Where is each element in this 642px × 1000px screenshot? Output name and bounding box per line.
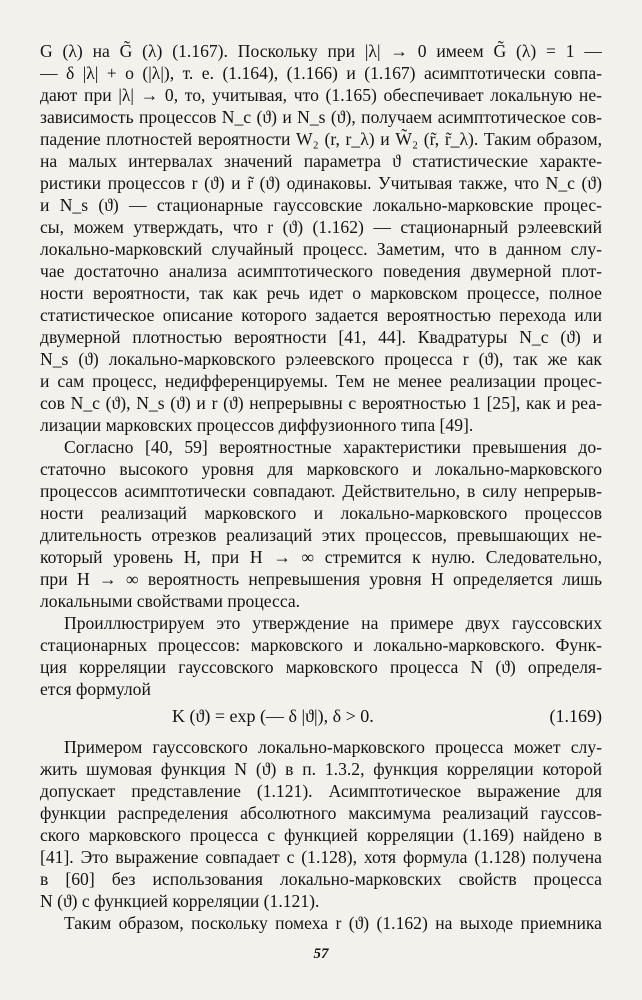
text-line: G (λ) на G̃ (λ) (1.167). Поскольку при |λ| → 0 имеем G̃ (λ) = 1 —	[40, 41, 602, 61]
text-line: чае достаточно анализа асимптотического поведения двумерной плот-	[40, 261, 602, 281]
text-line: ция корреляции гауссовского марковского процесса N (ϑ) определя-	[40, 657, 602, 677]
text-line: ется формулой	[40, 679, 151, 699]
text-line: и сам процесс, недифференцируемы. Тем не менее реализации процес-	[40, 371, 602, 391]
text-line: двумерной плотностью вероятности [41, 44]. Квадратуры N_c (ϑ) и	[40, 327, 602, 347]
text-line: в [60] без использования локально-марковских свойств процесса	[40, 869, 602, 889]
text-line: дают при |λ| → 0, то, учитывая, что (1.165) обеспечивает локальную не-	[40, 85, 602, 105]
text-line: N (ϑ) с функцией корреляции (1.121).	[40, 891, 320, 911]
page-number: 57	[313, 946, 329, 962]
text-line: который уровень H, при H → ∞ стремится к нулю. Следовательно,	[40, 547, 602, 567]
text-line: допускает представление (1.121). Асимптотическое выражение для	[40, 781, 602, 801]
text-line: Согласно [40, 59] вероятностные характеристики превышения до-	[64, 437, 602, 457]
text-line: сов N_c (ϑ), N_s (ϑ) и r (ϑ) непрерывны с вероятностью 1 [25], как и реа-	[40, 393, 602, 413]
text-line: и N_s (ϑ) — стационарные гауссовские локально-марковские процес-	[40, 195, 602, 215]
text-line: Проиллюстрируем это утверждение на примере двух гауссовских	[64, 613, 602, 633]
text-line: статистическое описание которого задается вероятностью перехода или	[40, 305, 602, 325]
text-line: Примером гауссовского локально-марковского процесса может слу-	[64, 737, 602, 757]
text-line: ского марковского процесса с функцией корреляции (1.169) найдено в	[40, 825, 602, 845]
text-line: локально-марковский случайный процесс. Заметим, что в данном слу-	[40, 239, 602, 259]
text-line: сы, можем утверждать, что r (ϑ) (1.162) — стационарный рэлеевский	[40, 217, 602, 237]
text-line: длительность отрезков реализаций этих процессов, превышающих не-	[40, 525, 602, 545]
text-line: процессов асимптотически совпадают. Действительно, в силу непрерыв-	[40, 481, 602, 501]
text-line: стационарных процессов: марковского и локально-марковского. Функ-	[40, 635, 602, 655]
text-line: лизации марковских процессов диффузионного типа [49].	[40, 415, 474, 435]
text-line: локальными свойствами процесса.	[40, 591, 301, 611]
text-line: при H → ∞ вероятность непревышения уровня H определяется лишь	[40, 569, 602, 589]
text-line: функции распределения абсолютного максимума реализаций гауссов-	[40, 803, 602, 823]
equation-number: (1.169)	[549, 706, 602, 726]
text-line: на малых интервалах значений параметра ϑ статистические характе-	[40, 151, 602, 171]
text-line: N_s (ϑ) локально-марковского рэлеевского процесса r (ϑ), так же как	[40, 349, 602, 369]
text-line: зависимость процессов N_c (ϑ) и N_s (ϑ), получаем асимптотическое сов-	[40, 107, 602, 127]
text-line: [41]. Это выражение совпадает с (1.128), хотя формула (1.128) получена	[40, 847, 602, 867]
text-line: ности вероятности, так как речь идет о марковском процессе, полное	[40, 283, 602, 303]
text-line: Таким образом, поскольку помеха r (ϑ) (1.162) на выходе приемника	[64, 913, 602, 933]
text-line: ристики процессов r (ϑ) и r̃ (ϑ) одинаковы. Учитывая также, что N_c (ϑ)	[40, 173, 602, 193]
text-line: статочно высокого уровня для марковского и локально-марковского	[40, 459, 602, 479]
text-line: падение плотностей вероятности W₂ (r, r_λ) и W̃₂ (r̃, r̃_λ). Таким образом,	[40, 129, 602, 149]
equation-formula: K (ϑ) = exp (— δ |ϑ|), δ > 0.	[172, 706, 374, 726]
text-line: ности реализаций марковского и локально-марковского процессов	[40, 503, 602, 523]
text-line: жить шумовая функция N (ϑ) в п. 1.3.2, функция корреляции которой	[40, 759, 602, 779]
text-line: — δ |λ| + o (|λ|), т. е. (1.164), (1.166) и (1.167) асимптотически совпа-	[40, 63, 602, 83]
